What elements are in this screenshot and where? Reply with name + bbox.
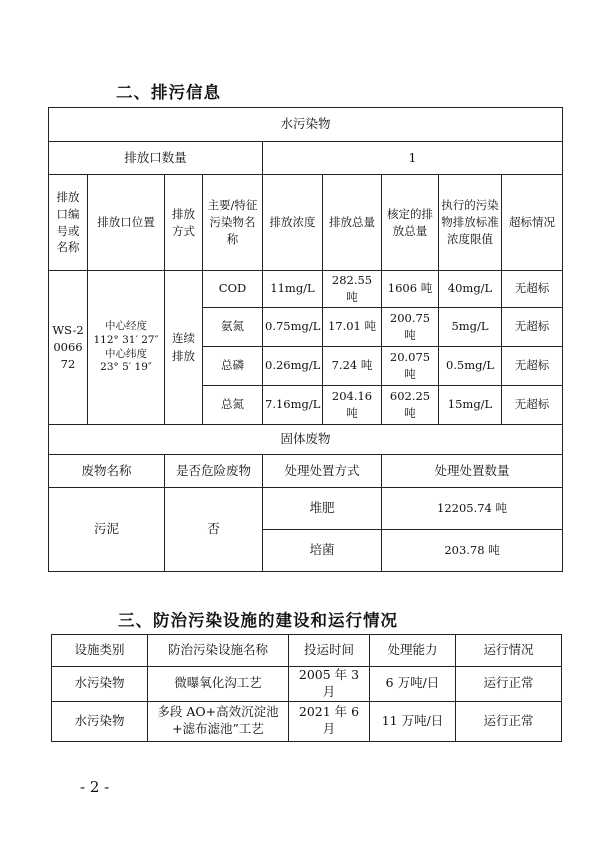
start-time: 2021 年 6 月	[289, 701, 370, 741]
header-approved-total: 核定的排放总量	[382, 175, 439, 271]
standard-limit: 5mg/L	[439, 308, 502, 347]
header-capacity: 处理能力	[370, 635, 456, 667]
disposal-amount: 203.78 吨	[382, 530, 563, 572]
disposal-method: 堆肥	[263, 488, 382, 530]
header-exceed-status: 超标情况	[502, 175, 563, 271]
header-concentration: 排放浓度	[263, 175, 323, 271]
section-2-heading: 二、排污信息	[116, 83, 221, 102]
location-line: 23° 5′ 19″	[100, 361, 152, 374]
operation-status: 运行正常	[456, 701, 562, 741]
discharge-mode: 连续排放	[165, 271, 203, 425]
pollutant-name: 总磷	[203, 347, 263, 386]
standard-limit: 15mg/L	[439, 386, 502, 425]
facilities-table	[51, 634, 562, 742]
exceed-status: 无超标	[502, 271, 563, 308]
pollutant-name: 总氮	[203, 386, 263, 425]
outlet-count-label: 排放口数量	[49, 142, 263, 175]
disposal-method: 培菌	[263, 530, 382, 572]
header-disposal-method: 处理处置方式	[263, 455, 382, 488]
disposal-amount: 12205.74 吨	[382, 488, 563, 530]
location-line: 112° 31′ 27″	[93, 333, 159, 346]
outlet-id: WS-2006672	[49, 271, 88, 425]
location-line: 中心经度	[105, 320, 147, 333]
page-number: - 2 -	[80, 778, 110, 796]
concentration: 11mg/L	[263, 271, 323, 308]
hazardous-flag: 否	[165, 488, 263, 572]
header-operation-status: 运行情况	[456, 635, 562, 667]
waste-name: 污泥	[49, 488, 165, 572]
header-outlet-id: 排放口编号或名称	[49, 175, 88, 271]
facility-name: 多段 AO+高效沉淀池+滤布滤池”工艺	[148, 701, 289, 741]
total: 17.01 吨	[323, 308, 382, 347]
header-start-time: 投运时间	[289, 635, 370, 667]
header-waste-name: 废物名称	[49, 455, 165, 488]
location-line: 中心纬度	[105, 347, 147, 360]
total: 204.16 吨	[323, 386, 382, 425]
solid-waste-title: 固体废物	[49, 425, 563, 455]
facility-category: 水污染物	[52, 667, 148, 702]
concentration: 0.26mg/L	[263, 347, 323, 386]
pollution-info-table	[48, 107, 563, 572]
exceed-status: 无超标	[502, 386, 563, 425]
operation-status: 运行正常	[456, 667, 562, 702]
table-row	[52, 701, 562, 741]
standard-limit: 40mg/L	[439, 271, 502, 308]
header-outlet-location: 排放口位置	[88, 175, 165, 271]
outlet-count-value: 1	[263, 142, 563, 175]
header-hazardous: 是否危险废物	[165, 455, 263, 488]
facility-category: 水污染物	[52, 701, 148, 741]
approved-total: 602.25 吨	[382, 386, 439, 425]
pollutant-name: COD	[203, 271, 263, 308]
header-facility-category: 设施类别	[52, 635, 148, 667]
exceed-status: 无超标	[502, 347, 563, 386]
exceed-status: 无超标	[502, 308, 563, 347]
approved-total: 20.075 吨	[382, 347, 439, 386]
approved-total: 200.75 吨	[382, 308, 439, 347]
total: 282.55 吨	[323, 271, 382, 308]
total: 7.24 吨	[323, 347, 382, 386]
facility-name: 微曝氧化沟工艺	[148, 667, 289, 702]
approved-total: 1606 吨	[382, 271, 439, 308]
header-pollutant-name: 主要/特征污染物名称	[203, 175, 263, 271]
table-row	[49, 488, 563, 530]
header-disposal-amount: 处理处置数量	[382, 455, 563, 488]
header-standard-limit: 执行的污染物排放标准浓度限值	[439, 175, 502, 271]
water-pollutants-title: 水污染物	[49, 108, 563, 142]
header-discharge-mode: 排放方式	[165, 175, 203, 271]
table-row	[49, 271, 563, 308]
table-row	[52, 667, 562, 702]
standard-limit: 0.5mg/L	[439, 347, 502, 386]
start-time: 2005 年 3 月	[289, 667, 370, 702]
header-total: 排放总量	[323, 175, 382, 271]
pollutant-name: 氨氮	[203, 308, 263, 347]
capacity: 11 万吨/日	[370, 701, 456, 741]
capacity: 6 万吨/日	[370, 667, 456, 702]
section-3-heading: 三、防治污染设施的建设和运行情况	[118, 611, 398, 630]
outlet-location	[88, 271, 165, 425]
concentration: 7.16mg/L	[263, 386, 323, 425]
concentration: 0.75mg/L	[263, 308, 323, 347]
header-facility-name: 防治污染设施名称	[148, 635, 289, 667]
